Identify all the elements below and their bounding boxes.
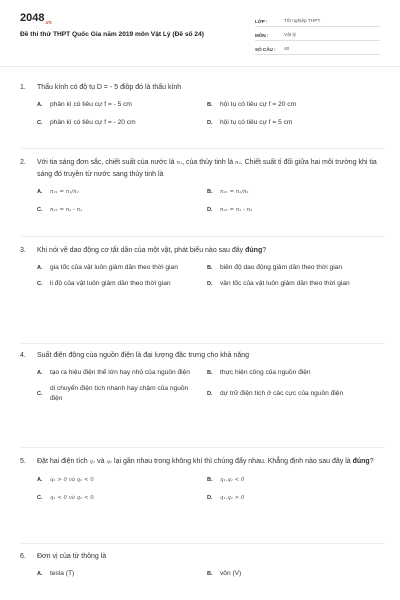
option-b[interactable]: [207, 569, 377, 579]
text-part: . Chiết suất tỉ đối giữa hai môi trường khi tia sáng đó truyền từ nước sang thủy tinh là: [37, 159, 377, 178]
question-3: [20, 245, 385, 289]
question-separator: [20, 343, 385, 344]
meta-value: Tốt nghiệp THPT: [284, 19, 321, 24]
question-text: Đơn vị của từ thông là: [37, 553, 107, 560]
option-text: li độ của vật luôn giảm dần theo thời gian: [50, 280, 171, 287]
question-2: [20, 157, 385, 215]
question-text: Suất điện động của nguồn điện là đại lượng đặc trưng cho khả năng: [37, 352, 250, 359]
meta-value: 40: [284, 47, 290, 52]
text-emphasis: đúng: [352, 458, 370, 465]
text-part: Với tia sáng đơn sắc, chiết suất của nước là: [37, 159, 177, 166]
meta-key: MÔN :: [255, 33, 269, 38]
option-text: hội tụ có tiêu cự f = 20 cm: [220, 101, 297, 108]
option-text: di chuyển điện tích nhanh hay chậm của nguồn điện: [50, 385, 189, 402]
option-text: thực hiện công của nguồn điện: [220, 369, 311, 376]
option-letter: B.: [207, 571, 213, 577]
logo-text: 2048: [20, 12, 45, 24]
option-letter: A.: [37, 189, 43, 195]
meta-key: LỚP :: [255, 19, 268, 24]
option-letter: A.: [37, 477, 43, 483]
text-part: Khi nói về dao động cơ tắt dần của một vật, phát biểu nào sau đây: [37, 247, 246, 254]
option-formula: q₁.q₂ > 0: [220, 495, 245, 501]
option-list: [37, 569, 385, 579]
site-logo[interactable]: [20, 12, 52, 26]
option-a[interactable]: [37, 368, 207, 378]
option-b[interactable]: [207, 100, 377, 110]
option-list: [37, 263, 385, 289]
option-b[interactable]: [207, 263, 377, 273]
option-text: phân kì có tiêu cự f = - 20 cm: [50, 119, 136, 126]
option-text: phân kì có tiêu cự f = - 5 cm: [50, 101, 132, 108]
question-number: 5.: [20, 458, 26, 465]
option-a[interactable]: [37, 263, 207, 273]
option-letter: D.: [207, 391, 213, 397]
question-header: [20, 551, 385, 562]
option-d[interactable]: [207, 205, 377, 215]
formula-q2: q₂: [106, 459, 113, 465]
option-d[interactable]: [207, 384, 377, 404]
option-c[interactable]: [37, 279, 207, 289]
exam-title: Đề thi thử THPT Quốc Gia năm 2019 môn Vật Lý (Đề số 24): [20, 31, 204, 38]
option-letter: B.: [207, 265, 213, 271]
meta-row-class: [255, 14, 380, 27]
text-part: lại gần nhau trong không khí thì chúng đẩy nhau. Khẳng định nào sau đây là: [112, 458, 353, 465]
option-letter: B.: [207, 477, 213, 483]
option-letter: C.: [37, 281, 43, 287]
option-letter: A.: [37, 102, 43, 108]
question-separator: [20, 543, 385, 544]
text-part: và: [95, 458, 107, 465]
question-text: Thấu kính có độ tụ D = - 5 điôp đó là thấu kính: [37, 84, 182, 91]
option-b[interactable]: [207, 187, 377, 197]
option-text: tesla (T): [50, 570, 75, 577]
question-separator: [20, 236, 385, 237]
formula-n1: n₁: [176, 160, 183, 166]
option-letter: C.: [37, 207, 43, 213]
question-header: [20, 245, 385, 256]
option-formula: q₁ < 0 và q₂ < 0: [50, 495, 94, 501]
option-c[interactable]: [37, 205, 207, 215]
option-text: hội tụ có tiêu cự f = 5 cm: [220, 119, 293, 126]
question-number: 6.: [20, 553, 26, 560]
option-text: tạo ra hiệu điện thế lớn hay nhỏ của nguồn điện: [50, 369, 190, 376]
question-number: 2.: [20, 159, 26, 166]
header-divider: [0, 66, 400, 67]
option-a[interactable]: [37, 187, 207, 197]
text-emphasis: đúng: [245, 247, 263, 254]
question-text: [37, 157, 385, 180]
option-formula: n₂₁ = n₂/n₁: [220, 189, 249, 195]
option-b[interactable]: [207, 475, 377, 485]
question-6: [20, 551, 385, 579]
option-letter: D.: [207, 120, 213, 126]
option-letter: A.: [37, 265, 43, 271]
option-text: vận tốc của vật luôn giảm dần theo thời gian: [220, 280, 350, 287]
meta-row-subject: [255, 28, 380, 41]
exam-meta: [255, 14, 380, 56]
question-header: [20, 350, 385, 361]
option-a[interactable]: [37, 475, 207, 485]
option-letter: D.: [207, 281, 213, 287]
question-text: [37, 245, 385, 256]
option-d[interactable]: [207, 493, 377, 503]
option-text: gia tốc của vật luôn giảm dần theo thời gian: [50, 264, 178, 271]
option-a[interactable]: [37, 100, 207, 110]
option-text: biên độ dao động giảm dần theo thời gian: [220, 264, 343, 271]
question-5: [20, 456, 385, 503]
option-formula: n₂₁ = n₁/n₂: [50, 189, 79, 195]
page-header: [0, 0, 400, 66]
option-letter: C.: [37, 120, 43, 126]
option-letter: D.: [207, 495, 213, 501]
formula-q1: q₁: [89, 459, 96, 465]
option-list: [37, 368, 385, 404]
option-letter: B.: [207, 102, 213, 108]
text-part: , của thủy tinh là: [182, 159, 236, 166]
formula-n2: n₂: [235, 160, 241, 166]
option-letter: A.: [37, 571, 43, 577]
option-d[interactable]: [207, 118, 377, 128]
question-number: 3.: [20, 247, 26, 254]
option-formula: n₂₁ = n₂ - n₁: [50, 207, 83, 213]
option-letter: C.: [37, 495, 43, 501]
option-formula: q₁ > 0 và q₂ < 0: [50, 477, 94, 483]
option-a[interactable]: [37, 569, 207, 579]
question-text: [37, 456, 385, 468]
option-list: [37, 100, 385, 128]
meta-value: Vật lý: [284, 33, 296, 38]
text-part: Đặt hai điện tích: [37, 458, 90, 465]
option-list: [37, 475, 385, 503]
option-d[interactable]: [207, 279, 377, 289]
option-letter: C.: [37, 391, 43, 397]
option-letter: A.: [37, 370, 43, 376]
option-c[interactable]: [37, 118, 207, 128]
question-number: 1.: [20, 84, 26, 91]
question-separator: [20, 447, 385, 448]
question-number: 4.: [20, 352, 26, 359]
question-header: [20, 157, 385, 180]
question-header: [20, 82, 385, 93]
logo-suffix: .vn: [44, 20, 52, 27]
option-c[interactable]: [37, 493, 207, 503]
question-separator: [20, 148, 385, 149]
question-header: [20, 456, 385, 468]
option-list: [37, 187, 385, 215]
meta-row-count: [255, 42, 380, 55]
option-letter: D.: [207, 207, 213, 213]
option-letter: B.: [207, 370, 213, 376]
option-formula: q₁.q₂ < 0: [220, 477, 245, 483]
option-b[interactable]: [207, 368, 377, 378]
meta-key: SỐ CÂU :: [255, 47, 276, 52]
question-1: [20, 82, 385, 128]
question-4: [20, 350, 385, 404]
option-letter: B.: [207, 189, 213, 195]
option-text: dự trữ điện tích ở các cực của nguồn điện: [220, 390, 344, 397]
option-formula: n₂₁ = n₁ - n₂: [220, 207, 253, 213]
text-part: ?: [262, 247, 267, 254]
option-text: vôn (V): [220, 570, 242, 577]
option-c[interactable]: [37, 384, 207, 404]
text-part: ?: [369, 458, 374, 465]
